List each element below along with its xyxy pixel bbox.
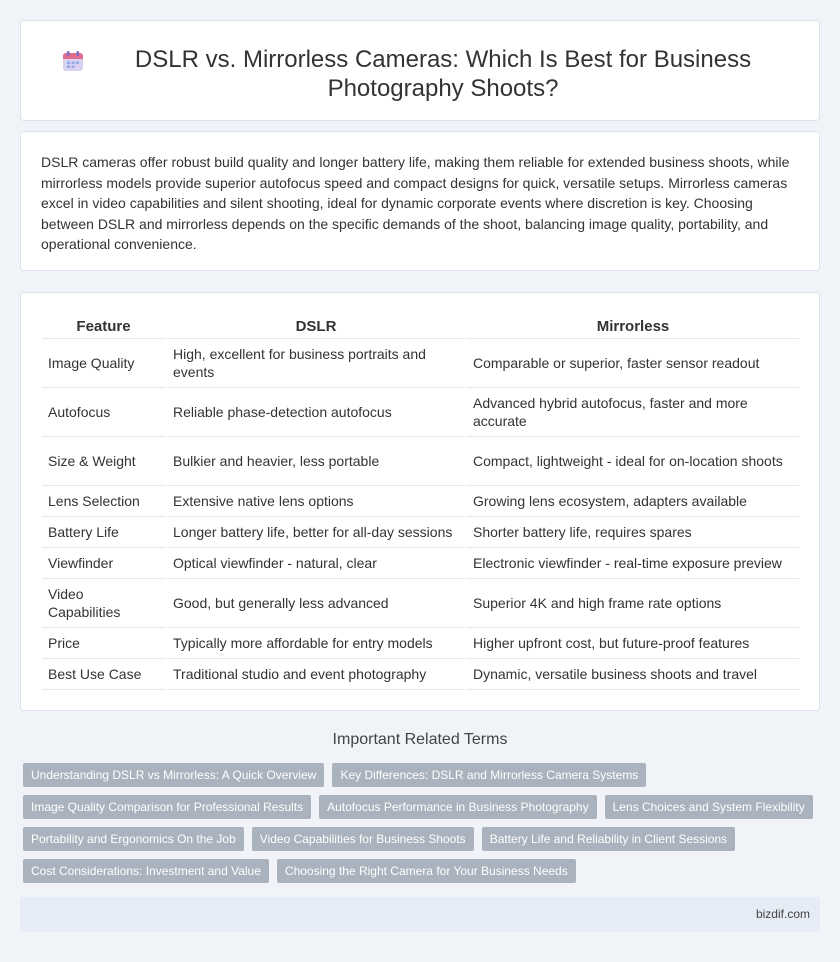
feature-cell: Size & Weight xyxy=(42,436,166,485)
header-feature: Feature xyxy=(42,313,166,338)
mirrorless-cell: Compact, lightweight - ideal for on-location shoots xyxy=(466,436,799,485)
feature-cell: Battery Life xyxy=(42,516,166,547)
footer-brand[interactable]: bizdif.com xyxy=(755,907,810,921)
dslr-cell: Longer battery life, better for all-day sessions xyxy=(166,516,466,547)
tag-row xyxy=(23,859,823,883)
related-tag[interactable]: Cost Considerations: Investment and Value xyxy=(23,859,269,883)
table-row xyxy=(42,338,799,387)
page-title: DSLR vs. Mirrorless Cameras: Which Is Best for Business Photography Shoots? xyxy=(134,46,752,102)
related-tag[interactable]: Key Differences: DSLR and Mirrorless Camera Systems xyxy=(332,763,646,787)
dslr-cell: Optical viewfinder - natural, clear xyxy=(166,547,466,578)
mirrorless-cell: Higher upfront cost, but future-proof features xyxy=(466,627,799,658)
table-row xyxy=(42,516,799,547)
related-tags xyxy=(23,763,823,891)
comparison-table-card xyxy=(20,292,820,711)
calendar-icon xyxy=(61,49,85,73)
feature-cell: Price xyxy=(42,627,166,658)
feature-cell: Video Capabilities xyxy=(42,578,166,627)
table-header-row xyxy=(42,313,799,338)
feature-cell: Viewfinder xyxy=(42,547,166,578)
table-row xyxy=(42,485,799,516)
feature-cell: Best Use Case xyxy=(42,658,166,689)
table-row xyxy=(42,547,799,578)
tag-row xyxy=(23,795,823,819)
header-card xyxy=(20,20,820,121)
tag-row xyxy=(23,763,823,787)
feature-cell: Image Quality xyxy=(42,338,166,387)
table-row xyxy=(42,658,799,689)
dslr-cell: Good, but generally less advanced xyxy=(166,578,466,627)
feature-cell: Autofocus xyxy=(42,387,166,436)
related-terms-title: Important Related Terms xyxy=(332,731,508,748)
header-dslr: DSLR xyxy=(166,313,466,338)
dslr-cell: Bulkier and heavier, less portable xyxy=(166,436,466,485)
related-tag[interactable]: Image Quality Comparison for Professional Results xyxy=(23,795,311,819)
intro-paragraph: DSLR cameras offer robust build quality and longer battery life, making them reliable for extended business shoots, while mirrorless models provide superior autofocus speed and compact designs for quick, versatile setups. Mirrorless cameras excel in video capabilities and silent shooting, ideal for dynamic corporate events where discretion is key. Choosing between DSLR and mirrorless depends on the specific demands of the shoot, balancing image quality, portability, and operational convenience. xyxy=(41,154,790,253)
title-wrap xyxy=(21,21,819,103)
mirrorless-cell: Dynamic, versatile business shoots and travel xyxy=(466,658,799,689)
related-tag[interactable]: Choosing the Right Camera for Your Business Needs xyxy=(277,859,576,883)
mirrorless-cell: Advanced hybrid autofocus, faster and more accurate xyxy=(466,387,799,436)
header-mirrorless: Mirrorless xyxy=(466,313,799,338)
dslr-cell: Traditional studio and event photography xyxy=(166,658,466,689)
mirrorless-cell: Growing lens ecosystem, adapters available xyxy=(466,485,799,516)
tag-row xyxy=(23,827,823,851)
mirrorless-cell: Comparable or superior, faster sensor readout xyxy=(466,338,799,387)
footer xyxy=(20,897,820,932)
related-tag[interactable]: Battery Life and Reliability in Client Sessions xyxy=(482,827,735,851)
related-tag[interactable]: Portability and Ergonomics On the Job xyxy=(23,827,244,851)
table-row xyxy=(42,387,799,436)
dslr-cell: Typically more affordable for entry models xyxy=(166,627,466,658)
feature-cell: Lens Selection xyxy=(42,485,166,516)
related-tag[interactable]: Understanding DSLR vs Mirrorless: A Quick Overview xyxy=(23,763,324,787)
mirrorless-cell: Superior 4K and high frame rate options xyxy=(466,578,799,627)
dslr-cell: Reliable phase-detection autofocus xyxy=(166,387,466,436)
related-tag[interactable]: Autofocus Performance in Business Photography xyxy=(319,795,596,819)
related-tag[interactable]: Lens Choices and System Flexibility xyxy=(605,795,813,819)
table-row xyxy=(42,578,799,627)
mirrorless-cell: Electronic viewfinder - real-time exposure preview xyxy=(466,547,799,578)
comparison-table xyxy=(42,313,799,690)
related-tag[interactable]: Video Capabilities for Business Shoots xyxy=(252,827,474,851)
dslr-cell: Extensive native lens options xyxy=(166,485,466,516)
dslr-cell: High, excellent for business portraits and events xyxy=(166,338,466,387)
table-row xyxy=(42,436,799,485)
table-row xyxy=(42,627,799,658)
intro-card xyxy=(20,131,820,271)
mirrorless-cell: Shorter battery life, requires spares xyxy=(466,516,799,547)
